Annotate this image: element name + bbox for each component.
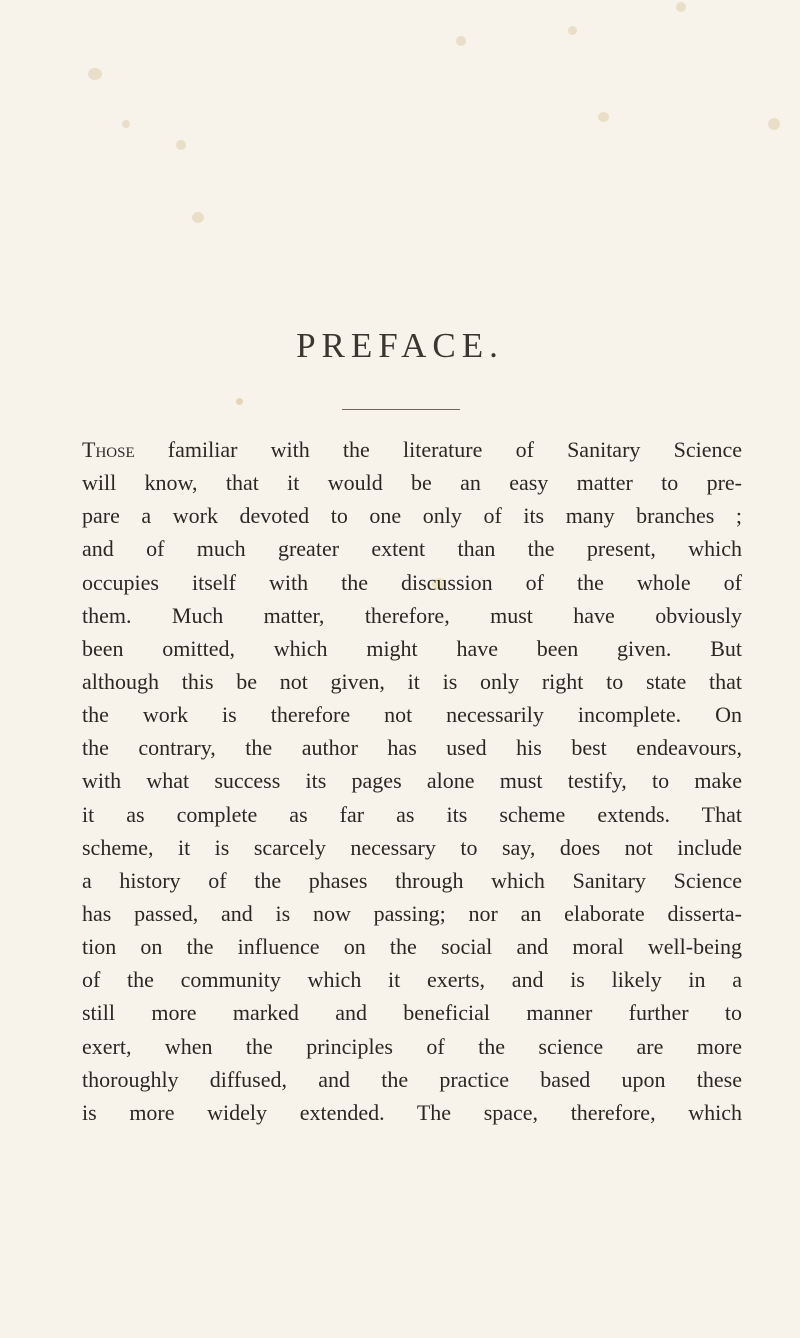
text-line: exert, when the principles of the science are more [82, 1033, 742, 1059]
page-title: PREFACE. [296, 326, 504, 365]
text-line: is more widely extended. The space, therefore, which [82, 1099, 742, 1125]
text-line: will know, that it would be an easy matter to pre- [82, 470, 742, 496]
text-line: the contrary, the author has used his best endeavours, [82, 735, 742, 761]
paper-speck [768, 118, 780, 130]
paper-speck [236, 398, 243, 405]
text-line [82, 433, 742, 466]
text-line: of the community which it exerts, and is likely in a [82, 967, 742, 993]
paper-speck [88, 68, 102, 80]
text-line: and of much greater extent than the present, which [82, 536, 742, 562]
text-line-rest: familiar with the literature of Sanitary Science [134, 437, 742, 462]
text-line: it as complete as far as its scheme extends. That [82, 801, 742, 827]
paper-speck [176, 140, 186, 150]
title-divider [342, 409, 460, 410]
text-line: has passed, and is now passing; nor an elaborate disserta- [82, 900, 742, 926]
text-line: pare a work devoted to one only of its many branches ; [82, 503, 742, 529]
text-line: occupies itself with the discussion of the whole of [82, 569, 742, 595]
text-line: still more marked and beneficial manner further to [82, 1000, 742, 1026]
paper-speck [568, 26, 577, 35]
text-line: thoroughly diffused, and the practice based upon these [82, 1066, 742, 1092]
text-line: been omitted, which might have been given. But [82, 635, 742, 661]
drop-word: Those [82, 437, 135, 462]
text-line: a history of the phases through which Sanitary Science [82, 867, 742, 893]
text-line: scheme, it is scarcely necessary to say, does not include [82, 834, 742, 860]
paper-speck [676, 2, 686, 12]
paper-speck [192, 212, 204, 223]
text-line: them. Much matter, therefore, must have obviously [82, 602, 742, 628]
text-line: with what success its pages alone must testify, to make [82, 768, 742, 794]
text-line: although this be not given, it is only right to state that [82, 668, 742, 694]
paper-speck [456, 36, 466, 46]
text-line: the work is therefore not necessarily incomplete. On [82, 702, 742, 728]
text-line: tion on the influence on the social and moral well-being [82, 934, 742, 960]
preface-paragraph [82, 433, 742, 1129]
paper-speck [598, 112, 609, 122]
paper-speck [122, 120, 130, 128]
